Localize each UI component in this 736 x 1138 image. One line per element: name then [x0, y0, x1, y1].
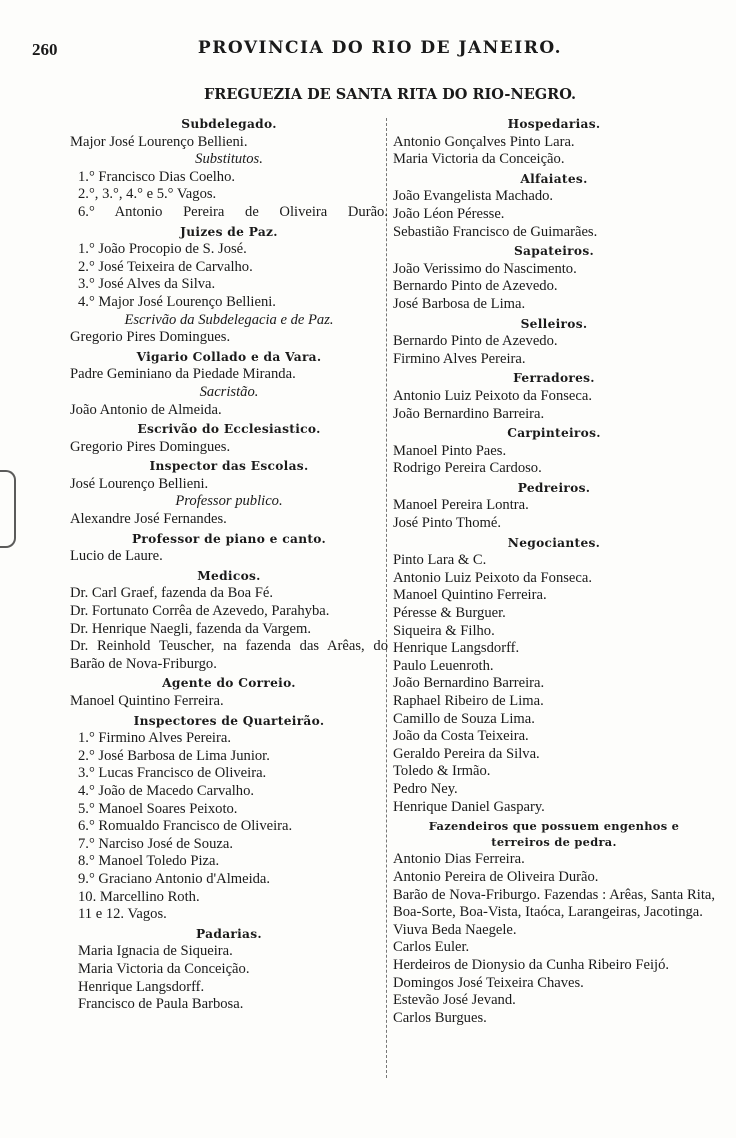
list-item: Camillo de Souza Lima.	[393, 710, 535, 727]
list-item: João Antonio de Almeida.	[70, 401, 222, 418]
left-column	[70, 114, 388, 1014]
list-item: 1.° João Procopio de S. José.	[78, 241, 247, 258]
list-item: 3.° Lucas Francisco de Oliveira.	[78, 765, 267, 782]
subheading: Escrivão da Subdelegacia e de Paz.	[124, 311, 334, 328]
list-item: 6.° Antonio Pereira de Oliveira Durão.	[78, 203, 388, 220]
section-heading: Pedreiros.	[517, 480, 591, 495]
list-item: Domingos José Teixeira Chaves.	[393, 974, 584, 991]
list-item: Alexandre José Fernandes.	[70, 511, 227, 528]
section-heading: Carpinteiros.	[507, 426, 601, 441]
subheading: Professor publico.	[175, 493, 283, 510]
list-item: Toledo & Irmão.	[393, 763, 491, 780]
list-item: Antonio Gonçalves Pinto Lara.	[393, 133, 575, 150]
section-heading: Medicos.	[197, 568, 261, 583]
section-heading: Alfaiates.	[520, 171, 588, 186]
list-item: Maria Victoria da Conceição.	[393, 151, 565, 168]
list-item: 5.° Manoel Soares Peixoto.	[78, 800, 238, 817]
page-number: 260	[32, 40, 58, 59]
right-column	[393, 114, 715, 1027]
list-item: Bernardo Pinto de Azevedo.	[393, 333, 558, 350]
list-item: Carlos Euler.	[393, 939, 470, 956]
list-item: Péresse & Burguer.	[393, 605, 506, 622]
list-item: João Bernardino Barreira.	[393, 675, 545, 692]
section-heading: Selleiros.	[520, 316, 588, 331]
list-item: Maria Victoria da Conceição.	[78, 960, 250, 977]
section-heading: Juizes de Paz.	[180, 224, 278, 239]
list-item: Dr. Henrique Naegli, fazenda da Vargem.	[70, 620, 311, 637]
list-item: Antonio Luiz Peixoto da Fonseca.	[393, 569, 593, 586]
section-heading: Subdelegado.	[181, 117, 277, 131]
list-item: Firmino Alves Pereira.	[393, 350, 526, 367]
list-item: Viuva Beda Naegele.	[393, 921, 517, 938]
section-heading: Inspectores de Quarteirão.	[133, 713, 325, 728]
list-item: 9.° Graciano Antonio d'Almeida.	[78, 870, 271, 887]
list-item: João Verissimo do Nascimento.	[393, 260, 577, 277]
section-heading: Padarias.	[196, 926, 262, 941]
section-heading: Agente do Correio.	[162, 676, 296, 691]
subheading: Substitutos.	[195, 151, 263, 168]
list-item: Geraldo Pereira da Silva.	[393, 745, 540, 762]
list-item: 7.° Narciso José de Souza.	[78, 835, 233, 852]
list-item: Padre Geminiano da Piedade Miranda.	[70, 366, 296, 383]
section-heading: Sapateiros.	[513, 244, 595, 259]
list-item: José Pinto Thomé.	[393, 515, 501, 532]
list-item: Francisco de Paula Barbosa.	[78, 996, 244, 1013]
list-item: Lucio de Laure.	[70, 548, 163, 565]
list-item: 4.° Major José Lourenço Bellieni.	[78, 293, 276, 310]
list-item: 2.°, 3.°, 4.° e 5.° Vagos.	[78, 186, 217, 203]
subheading: Sacristão.	[199, 383, 259, 400]
list-item: Manoel Quintino Ferreira.	[393, 587, 547, 604]
list-item: Pedro Ney.	[393, 780, 458, 797]
list-item: Gregorio Pires Domingues.	[70, 438, 231, 455]
running-head: PROVINCIA DO RIO DE JANEIRO.	[197, 38, 563, 58]
list-item: Maria Ignacia de Siqueira.	[78, 943, 233, 960]
list-item: José Lourenço Bellieni.	[70, 475, 209, 492]
list-item: 3.° José Alves da Silva.	[78, 276, 216, 293]
section-heading: Hospedarias.	[507, 117, 601, 131]
list-item: Manoel Quintino Ferreira.	[70, 693, 224, 709]
list-item: João Léon Péresse.	[393, 205, 505, 222]
binding-bracket	[0, 470, 16, 548]
list-item: Antonio Pereira de Oliveira Durão.	[393, 868, 599, 885]
section-heading: Fazendeiros que possuem engenhos e	[428, 819, 680, 834]
section-heading: Vigario Collado e da Vara.	[136, 349, 322, 364]
list-item: 11 e 12. Vagos.	[78, 906, 167, 923]
list-item: 2.° José Barbosa de Lima Junior.	[78, 747, 270, 764]
list-item: Sebastião Francisco de Guimarães.	[393, 223, 598, 240]
list-item: 10. Marcellino Roth.	[78, 888, 200, 905]
list-item: 2.° José Teixeira de Carvalho.	[78, 258, 253, 275]
list-item: 1.° Francisco Dias Coelho.	[78, 168, 236, 185]
list-item: Henrique Langsdorff.	[393, 640, 520, 657]
list-item: Rodrigo Pereira Cardoso.	[393, 460, 542, 477]
list-item: Pinto Lara & C.	[393, 552, 487, 569]
list-item: Henrique Langsdorff.	[78, 978, 205, 995]
list-item: Antonio Luiz Peixoto da Fonseca.	[393, 387, 593, 404]
section-heading: Professor de piano e canto.	[131, 531, 327, 546]
list-item: Barão de Nova-Friburgo. Fazendas : Arêas, Santa Rita, Boa-Sorte, Boa-Vista, Itaóca, Larangeiras, Jacotinga.	[393, 886, 715, 921]
list-item: José Barbosa de Lima.	[393, 295, 526, 312]
list-item: 4.° João de Macedo Carvalho.	[78, 782, 255, 799]
list-item: Henrique Daniel Gaspary.	[393, 798, 545, 815]
list-item: Carlos Burgues.	[393, 1009, 487, 1026]
list-item: Estevão José Jevand.	[393, 992, 516, 1009]
list-item: 1.° Firmino Alves Pereira.	[78, 730, 231, 747]
list-item: Major José Lourenço Bellieni.	[70, 133, 248, 150]
list-item: 8.° Manoel Toledo Piza.	[78, 853, 220, 870]
parish-title: FREGUEZIA DE SANTA RITA DO RIO-NEGRO.	[203, 86, 577, 103]
section-heading: Escrivão do Ecclesiastico.	[137, 422, 321, 437]
list-item: Herdeiros de Dionysio da Cunha Ribeiro Feijó.	[393, 956, 670, 973]
list-item: Siqueira & Filho.	[393, 622, 495, 639]
section-heading: Ferradores.	[513, 371, 595, 386]
list-item: João Bernardino Barreira.	[393, 405, 545, 422]
list-item: Antonio Dias Ferreira.	[393, 851, 525, 868]
list-item: Manoel Pinto Paes.	[393, 442, 507, 459]
section-heading: terreiros de pedra.	[491, 834, 617, 849]
list-item: João da Costa Teixeira.	[393, 728, 529, 745]
section-heading: Negociantes.	[507, 535, 601, 550]
list-item: João Evangelista Machado.	[393, 188, 554, 205]
list-item: Bernardo Pinto de Azevedo.	[393, 278, 558, 295]
section-heading: Inspector das Escolas.	[149, 459, 309, 474]
list-item: Raphael Ribeiro de Lima.	[393, 693, 544, 709]
list-item: Gregorio Pires Domingues.	[70, 329, 231, 346]
list-item: 6.° Romualdo Francisco de Oliveira.	[78, 818, 293, 835]
list-item: Manoel Pereira Lontra.	[393, 497, 529, 514]
list-item: Dr. Carl Graef, fazenda da Boa Fé.	[70, 585, 274, 602]
list-item: Dr. Fortunato Corrêa de Azevedo, Parahyba.	[70, 603, 330, 620]
list-item: Paulo Leuenroth.	[393, 657, 494, 674]
list-item: Dr. Reinhold Teuscher, na fazenda das Arêas, do Barão de Nova-Friburgo.	[70, 638, 388, 672]
